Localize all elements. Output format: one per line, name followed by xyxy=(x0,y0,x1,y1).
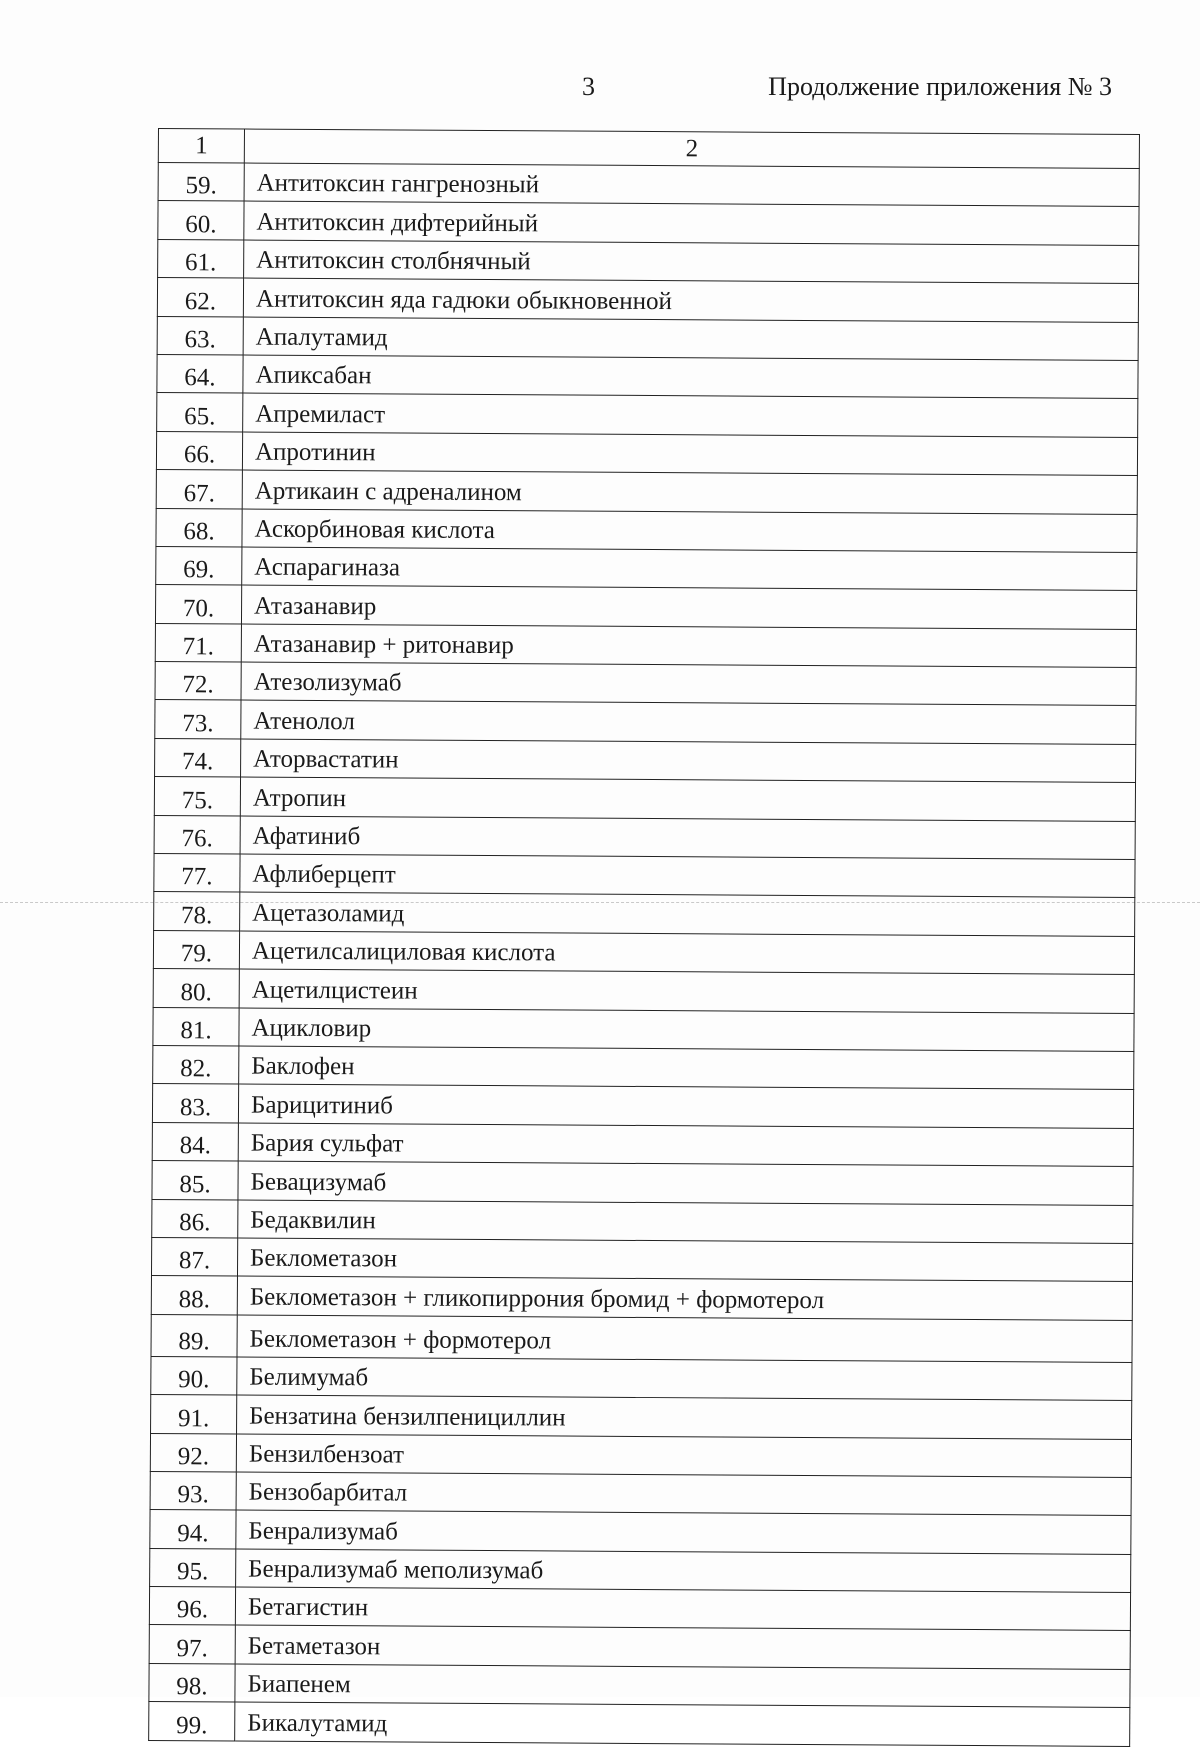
row-number: 87. xyxy=(151,1237,237,1276)
table-row xyxy=(154,892,1135,936)
table-row xyxy=(153,969,1134,1013)
drug-name: Бария сульфат xyxy=(238,1123,1133,1167)
row-number: 77. xyxy=(154,854,240,893)
table-row xyxy=(153,1007,1134,1051)
table-row xyxy=(157,316,1138,360)
drug-name: Апиксабан xyxy=(243,355,1138,399)
row-number: 69. xyxy=(156,546,242,585)
table-row xyxy=(152,1199,1133,1243)
row-number: 72. xyxy=(155,662,241,701)
drug-name: Ацетазоламид xyxy=(240,892,1135,936)
drug-name: Антитоксин столбнячный xyxy=(244,240,1139,284)
drug-name: Аторвастатин xyxy=(241,739,1136,783)
drug-name: Бензилбензоат xyxy=(236,1434,1131,1478)
row-number: 99. xyxy=(149,1702,235,1741)
table-row xyxy=(150,1548,1131,1592)
drug-name: Бикалутамид xyxy=(235,1702,1130,1746)
table-row xyxy=(149,1625,1130,1669)
row-number: 86. xyxy=(152,1199,238,1238)
row-number: 91. xyxy=(151,1395,237,1434)
row-number: 97. xyxy=(149,1625,235,1664)
row-number: 78. xyxy=(154,892,240,931)
row-number: 67. xyxy=(156,470,242,509)
row-number: 82. xyxy=(153,1045,239,1084)
drug-name: Аспарагиназа xyxy=(242,547,1137,591)
drug-list-table-wrapper xyxy=(158,128,1140,1741)
table-row xyxy=(156,508,1137,552)
table-row xyxy=(152,1161,1133,1205)
drug-name: Атезолизумаб xyxy=(241,662,1136,706)
table-row xyxy=(154,854,1135,898)
table-row xyxy=(149,1702,1130,1746)
drug-name: Атенолол xyxy=(241,700,1136,744)
drug-name: Антитоксин дифтерийный xyxy=(244,201,1139,245)
table-row xyxy=(152,1122,1133,1166)
drug-name: Антитоксин яда гадюки обыкновенной xyxy=(243,278,1138,322)
column-header-number: 1 xyxy=(158,129,244,164)
drug-name: Барицитиниб xyxy=(238,1084,1133,1128)
row-number: 70. xyxy=(155,585,241,624)
row-number: 68. xyxy=(156,508,242,547)
row-number: 66. xyxy=(156,431,242,470)
drug-name: Атазанавир xyxy=(241,585,1136,629)
drug-name: Бевацизумаб xyxy=(238,1161,1133,1205)
drug-name: Ацетилцистеин xyxy=(239,969,1134,1013)
table-row xyxy=(149,1587,1130,1631)
drug-name: Белимумаб xyxy=(237,1357,1132,1401)
table-row xyxy=(150,1471,1131,1515)
drug-name: Бензобарбитал xyxy=(236,1472,1131,1516)
table-row xyxy=(158,239,1139,283)
table-row xyxy=(151,1356,1132,1400)
drug-list-table xyxy=(148,128,1140,1747)
drug-name: Апалутамид xyxy=(243,317,1138,361)
drug-name: Бензатина бензилпенициллин xyxy=(237,1395,1132,1439)
table-row xyxy=(155,662,1136,706)
table-row xyxy=(155,738,1136,782)
appendix-continuation-title: Продолжение приложения № 3 xyxy=(768,72,1112,101)
page-number: 3 xyxy=(582,72,595,101)
drug-name: Атазанавир + ритонавир xyxy=(241,624,1136,668)
drug-name: Антитоксин гангренозный xyxy=(244,163,1139,207)
row-number: 81. xyxy=(153,1007,239,1046)
row-number: 59. xyxy=(158,163,244,202)
drug-name: Бетагистин xyxy=(235,1587,1130,1631)
row-number: 92. xyxy=(150,1433,236,1472)
table-row xyxy=(150,1433,1131,1477)
row-number: 84. xyxy=(152,1122,238,1161)
table-row xyxy=(150,1510,1131,1554)
table-row xyxy=(155,700,1136,744)
table-row xyxy=(154,815,1135,859)
drug-name: Бедаквилин xyxy=(238,1200,1133,1244)
drug-name: Бенрализумаб меполизумаб xyxy=(236,1549,1131,1593)
table-row xyxy=(151,1237,1132,1281)
drug-name: Апротинин xyxy=(242,432,1137,476)
table-row xyxy=(157,354,1138,398)
drug-name: Афлиберцепт xyxy=(240,854,1135,898)
table-row xyxy=(153,1045,1134,1089)
table-row xyxy=(157,278,1138,322)
drug-name: Бетаметазон xyxy=(235,1625,1130,1669)
row-number: 76. xyxy=(154,815,240,854)
row-number: 89. xyxy=(151,1314,237,1357)
row-number: 61. xyxy=(158,239,244,278)
drug-name: Беклометазон + формотерол xyxy=(237,1315,1132,1362)
table-row xyxy=(155,623,1136,667)
row-number: 93. xyxy=(150,1471,236,1510)
table-row xyxy=(151,1314,1132,1362)
row-number: 79. xyxy=(153,930,239,969)
row-number: 94. xyxy=(150,1510,236,1549)
table-row xyxy=(156,546,1137,590)
drug-name: Афатиниб xyxy=(240,816,1135,860)
table-row xyxy=(152,1084,1133,1128)
drug-name: Беклометазон + гликопиррония бромид + формотерол xyxy=(237,1276,1132,1320)
table-row xyxy=(158,163,1139,207)
drug-name: Апремиласт xyxy=(243,393,1138,437)
drug-name: Баклофен xyxy=(239,1046,1134,1090)
table-row xyxy=(155,585,1136,629)
row-number: 75. xyxy=(154,777,240,816)
table-row xyxy=(149,1663,1130,1707)
row-number: 80. xyxy=(153,969,239,1008)
drug-name: Артикаин с адреналином xyxy=(242,470,1137,514)
row-number: 73. xyxy=(155,700,241,739)
table-row xyxy=(151,1276,1132,1320)
drug-name: Атропин xyxy=(240,777,1135,821)
table-row xyxy=(153,930,1134,974)
row-number: 98. xyxy=(149,1663,235,1702)
table-row xyxy=(156,470,1137,514)
drug-name: Биапенем xyxy=(235,1664,1130,1708)
row-number: 65. xyxy=(157,393,243,432)
row-number: 64. xyxy=(157,354,243,393)
row-number: 60. xyxy=(158,201,244,240)
row-number: 85. xyxy=(152,1161,238,1200)
table-row xyxy=(158,201,1139,245)
table-row xyxy=(151,1395,1132,1439)
drug-name: Аскорбиновая кислота xyxy=(242,509,1137,553)
column-header-name: 2 xyxy=(244,129,1139,168)
row-number: 90. xyxy=(151,1356,237,1395)
drug-name: Беклометазон xyxy=(237,1238,1132,1282)
row-number: 74. xyxy=(155,738,241,777)
row-number: 95. xyxy=(150,1548,236,1587)
table-row xyxy=(157,393,1138,437)
row-number: 71. xyxy=(155,623,241,662)
drug-name: Бенрализумаб xyxy=(236,1510,1131,1554)
drug-name: Ацикловир xyxy=(239,1008,1134,1052)
row-number: 62. xyxy=(157,278,243,317)
table-body xyxy=(149,163,1140,1747)
table-row xyxy=(156,431,1137,475)
row-number: 63. xyxy=(157,316,243,355)
drug-name: Ацетилсалициловая кислота xyxy=(239,931,1134,975)
row-number: 96. xyxy=(149,1587,235,1626)
table-row xyxy=(154,777,1135,821)
row-number: 88. xyxy=(151,1276,237,1315)
row-number: 83. xyxy=(152,1084,238,1123)
